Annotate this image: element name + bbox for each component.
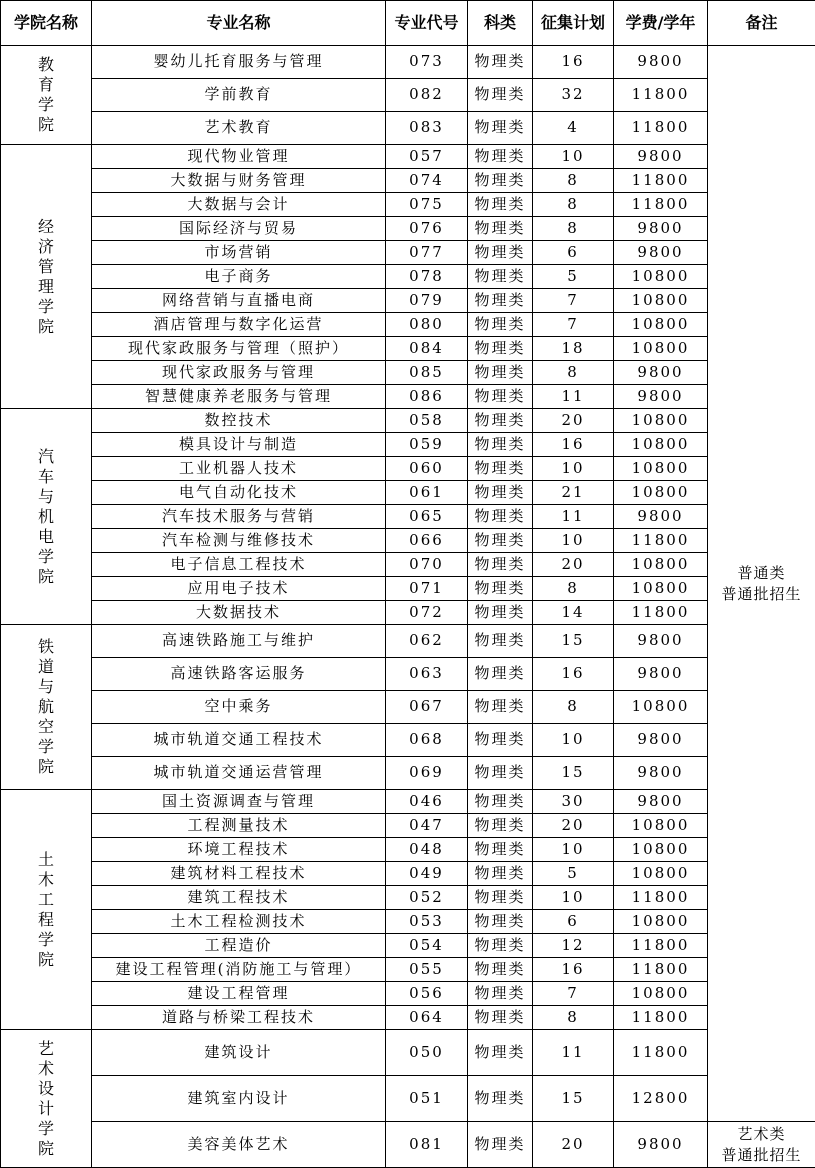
subject-category: 物理类	[468, 1030, 533, 1076]
table-row	[1, 265, 815, 289]
table-row	[1, 1122, 815, 1168]
table-row	[1, 481, 815, 505]
subject-category: 物理类	[468, 433, 533, 457]
major-code: 055	[386, 958, 468, 982]
tuition-fee: 10800	[614, 457, 708, 481]
note-general	[708, 46, 815, 1122]
enroll-plan: 7	[533, 313, 614, 337]
subject-category: 物理类	[468, 169, 533, 193]
enroll-plan: 15	[533, 625, 614, 658]
major-name: 城市轨道交通运营管理	[92, 757, 386, 790]
table-row	[1, 79, 815, 112]
major-name: 汽车技术服务与营销	[92, 505, 386, 529]
tuition-fee: 10800	[614, 481, 708, 505]
major-code: 047	[386, 814, 468, 838]
subject-category: 物理类	[468, 1006, 533, 1030]
table-row	[1, 982, 815, 1006]
subject-category: 物理类	[468, 862, 533, 886]
college-name: 汽车与机电学院	[37, 447, 55, 587]
subject-category: 物理类	[468, 934, 533, 958]
table-row	[1, 814, 815, 838]
enroll-plan: 20	[533, 409, 614, 433]
table-row	[1, 1030, 815, 1076]
major-code: 069	[386, 757, 468, 790]
table-row	[1, 46, 815, 79]
header-category: 科类	[468, 1, 533, 46]
header-major: 专业名称	[92, 1, 386, 46]
subject-category: 物理类	[468, 505, 533, 529]
college-name: 艺术设计学院	[37, 1039, 55, 1159]
major-code: 053	[386, 910, 468, 934]
enroll-plan: 11	[533, 1030, 614, 1076]
major-code: 058	[386, 409, 468, 433]
major-code: 060	[386, 457, 468, 481]
major-name: 电子商务	[92, 265, 386, 289]
tuition-fee: 10800	[614, 577, 708, 601]
major-name: 高速铁路施工与维护	[92, 625, 386, 658]
major-name: 大数据与财务管理	[92, 169, 386, 193]
table-row	[1, 505, 815, 529]
subject-category: 物理类	[468, 145, 533, 169]
major-code: 076	[386, 217, 468, 241]
major-code: 066	[386, 529, 468, 553]
note-art	[708, 1122, 815, 1168]
major-code: 059	[386, 433, 468, 457]
tuition-fee: 9800	[614, 1122, 708, 1168]
table-row	[1, 1076, 815, 1122]
subject-category: 物理类	[468, 982, 533, 1006]
major-code: 068	[386, 724, 468, 757]
tuition-fee: 10800	[614, 838, 708, 862]
enroll-plan: 14	[533, 601, 614, 625]
subject-category: 物理类	[468, 361, 533, 385]
tuition-fee: 10800	[614, 265, 708, 289]
note-art-line2: 普通批招生	[708, 1145, 815, 1166]
major-code: 065	[386, 505, 468, 529]
enroll-plan: 5	[533, 862, 614, 886]
major-code: 061	[386, 481, 468, 505]
major-code: 074	[386, 169, 468, 193]
tuition-fee: 11800	[614, 1006, 708, 1030]
note-general-line2: 普通批招生	[708, 584, 815, 605]
tuition-fee: 9800	[614, 790, 708, 814]
major-code: 056	[386, 982, 468, 1006]
tuition-fee: 11800	[614, 1030, 708, 1076]
subject-category: 物理类	[468, 313, 533, 337]
subject-category: 物理类	[468, 217, 533, 241]
major-name: 现代家政服务与管理	[92, 361, 386, 385]
enroll-plan: 8	[533, 217, 614, 241]
table-row	[1, 910, 815, 934]
enroll-plan: 4	[533, 112, 614, 145]
major-code: 078	[386, 265, 468, 289]
enroll-plan: 10	[533, 886, 614, 910]
subject-category: 物理类	[468, 241, 533, 265]
subject-category: 物理类	[468, 529, 533, 553]
tuition-fee: 12800	[614, 1076, 708, 1122]
subject-category: 物理类	[468, 1076, 533, 1122]
tuition-fee: 11800	[614, 886, 708, 910]
tuition-fee: 9800	[614, 145, 708, 169]
subject-category: 物理类	[468, 601, 533, 625]
subject-category: 物理类	[468, 457, 533, 481]
enroll-plan: 20	[533, 1122, 614, 1168]
major-code: 064	[386, 1006, 468, 1030]
subject-category: 物理类	[468, 814, 533, 838]
enroll-plan: 10	[533, 724, 614, 757]
header-plan: 征集计划	[533, 1, 614, 46]
major-name: 现代家政服务与管理（照护）	[92, 337, 386, 361]
tuition-fee: 10800	[614, 553, 708, 577]
major-name: 婴幼儿托育服务与管理	[92, 46, 386, 79]
enroll-plan: 12	[533, 934, 614, 958]
major-code: 084	[386, 337, 468, 361]
subject-category: 物理类	[468, 838, 533, 862]
enroll-plan: 18	[533, 337, 614, 361]
major-name: 建设工程管理	[92, 982, 386, 1006]
tuition-fee: 11800	[614, 934, 708, 958]
table-row	[1, 838, 815, 862]
tuition-fee: 9800	[614, 658, 708, 691]
major-code: 071	[386, 577, 468, 601]
college-name: 土木工程学院	[37, 850, 55, 970]
table-row	[1, 169, 815, 193]
major-name: 数控技术	[92, 409, 386, 433]
table-row	[1, 658, 815, 691]
tuition-fee: 10800	[614, 433, 708, 457]
major-name: 城市轨道交通工程技术	[92, 724, 386, 757]
table-row	[1, 934, 815, 958]
subject-category: 物理类	[468, 577, 533, 601]
major-code: 048	[386, 838, 468, 862]
major-name: 道路与桥梁工程技术	[92, 1006, 386, 1030]
major-name: 电子信息工程技术	[92, 553, 386, 577]
major-name: 模具设计与制造	[92, 433, 386, 457]
tuition-fee: 9800	[614, 241, 708, 265]
tuition-fee: 9800	[614, 46, 708, 79]
tuition-fee: 9800	[614, 625, 708, 658]
header-code: 专业代号	[386, 1, 468, 46]
table-row	[1, 289, 815, 313]
header-fee: 学费/学年	[614, 1, 708, 46]
major-name: 土木工程检测技术	[92, 910, 386, 934]
table-row	[1, 529, 815, 553]
enroll-plan: 15	[533, 1076, 614, 1122]
major-name: 国土资源调查与管理	[92, 790, 386, 814]
major-name: 建筑设计	[92, 1030, 386, 1076]
enroll-plan: 20	[533, 553, 614, 577]
major-name: 工业机器人技术	[92, 457, 386, 481]
subject-category: 物理类	[468, 265, 533, 289]
subject-category: 物理类	[468, 1122, 533, 1168]
tuition-fee: 11800	[614, 112, 708, 145]
tuition-fee: 10800	[614, 862, 708, 886]
tuition-fee: 10800	[614, 409, 708, 433]
note-general-line1: 普通类	[708, 563, 815, 584]
subject-category: 物理类	[468, 46, 533, 79]
subject-category: 物理类	[468, 553, 533, 577]
major-code: 072	[386, 601, 468, 625]
major-code: 081	[386, 1122, 468, 1168]
college-name-cell	[1, 1030, 92, 1168]
tuition-fee: 9800	[614, 724, 708, 757]
table-row	[1, 337, 815, 361]
major-code: 073	[386, 46, 468, 79]
subject-category: 物理类	[468, 337, 533, 361]
subject-category: 物理类	[468, 289, 533, 313]
subject-category: 物理类	[468, 910, 533, 934]
major-name: 大数据技术	[92, 601, 386, 625]
tuition-fee: 11800	[614, 529, 708, 553]
major-code: 070	[386, 553, 468, 577]
enroll-plan: 10	[533, 145, 614, 169]
enroll-plan: 16	[533, 433, 614, 457]
table-row	[1, 385, 815, 409]
tuition-fee: 10800	[614, 313, 708, 337]
tuition-fee: 9800	[614, 361, 708, 385]
subject-category: 物理类	[468, 958, 533, 982]
subject-category: 物理类	[468, 193, 533, 217]
major-code: 077	[386, 241, 468, 265]
enroll-plan: 16	[533, 658, 614, 691]
subject-category: 物理类	[468, 757, 533, 790]
college-name: 教育学院	[37, 55, 55, 135]
enroll-plan: 11	[533, 385, 614, 409]
major-code: 080	[386, 313, 468, 337]
tuition-fee: 9800	[614, 505, 708, 529]
table-row	[1, 217, 815, 241]
major-name: 酒店管理与数字化运营	[92, 313, 386, 337]
major-name: 工程造价	[92, 934, 386, 958]
tuition-fee: 11800	[614, 601, 708, 625]
subject-category: 物理类	[468, 691, 533, 724]
enroll-plan: 32	[533, 79, 614, 112]
header-note: 备注	[708, 1, 815, 46]
major-name: 工程测量技术	[92, 814, 386, 838]
college-name-cell	[1, 790, 92, 1030]
table-row	[1, 193, 815, 217]
enroll-plan: 11	[533, 505, 614, 529]
tuition-fee: 10800	[614, 691, 708, 724]
major-code: 067	[386, 691, 468, 724]
major-name: 空中乘务	[92, 691, 386, 724]
major-name: 高速铁路客运服务	[92, 658, 386, 691]
subject-category: 物理类	[468, 724, 533, 757]
tuition-fee: 10800	[614, 337, 708, 361]
college-name-cell	[1, 625, 92, 790]
enroll-plan: 10	[533, 838, 614, 862]
subject-category: 物理类	[468, 79, 533, 112]
major-name: 市场营销	[92, 241, 386, 265]
table-row	[1, 553, 815, 577]
enroll-plan: 5	[533, 265, 614, 289]
table-row	[1, 958, 815, 982]
enroll-plan: 7	[533, 289, 614, 313]
enroll-plan: 8	[533, 1006, 614, 1030]
enroll-plan: 8	[533, 169, 614, 193]
tuition-fee: 9800	[614, 217, 708, 241]
subject-category: 物理类	[468, 886, 533, 910]
table-row	[1, 862, 815, 886]
major-name: 学前教育	[92, 79, 386, 112]
note-art-line1: 艺术类	[708, 1124, 815, 1145]
tuition-fee: 9800	[614, 757, 708, 790]
major-code: 086	[386, 385, 468, 409]
enroll-plan: 8	[533, 691, 614, 724]
table-row	[1, 601, 815, 625]
table-row	[1, 433, 815, 457]
subject-category: 物理类	[468, 658, 533, 691]
major-code: 057	[386, 145, 468, 169]
major-code: 050	[386, 1030, 468, 1076]
subject-category: 物理类	[468, 409, 533, 433]
enroll-plan: 8	[533, 193, 614, 217]
table-row	[1, 790, 815, 814]
major-code: 054	[386, 934, 468, 958]
major-name: 现代物业管理	[92, 145, 386, 169]
table-row	[1, 241, 815, 265]
table-row	[1, 1006, 815, 1030]
tuition-fee: 10800	[614, 982, 708, 1006]
tuition-fee: 11800	[614, 79, 708, 112]
enroll-plan: 21	[533, 481, 614, 505]
table-row	[1, 361, 815, 385]
major-code: 082	[386, 79, 468, 112]
subject-category: 物理类	[468, 481, 533, 505]
table-row	[1, 691, 815, 724]
college-name-cell	[1, 46, 92, 145]
major-name: 环境工程技术	[92, 838, 386, 862]
major-name: 国际经济与贸易	[92, 217, 386, 241]
major-code: 075	[386, 193, 468, 217]
major-code: 063	[386, 658, 468, 691]
tuition-fee: 10800	[614, 289, 708, 313]
major-code: 085	[386, 361, 468, 385]
major-name: 美容美体艺术	[92, 1122, 386, 1168]
major-code: 049	[386, 862, 468, 886]
major-code: 051	[386, 1076, 468, 1122]
major-name: 大数据与会计	[92, 193, 386, 217]
major-name: 艺术教育	[92, 112, 386, 145]
major-name: 应用电子技术	[92, 577, 386, 601]
major-name: 建筑材料工程技术	[92, 862, 386, 886]
table-row	[1, 112, 815, 145]
enroll-plan: 10	[533, 529, 614, 553]
subject-category: 物理类	[468, 385, 533, 409]
major-code: 046	[386, 790, 468, 814]
enroll-plan: 16	[533, 46, 614, 79]
major-name: 建筑室内设计	[92, 1076, 386, 1122]
enroll-plan: 16	[533, 958, 614, 982]
enroll-plan: 20	[533, 814, 614, 838]
major-name: 智慧健康养老服务与管理	[92, 385, 386, 409]
major-name: 汽车检测与维修技术	[92, 529, 386, 553]
enroll-plan: 8	[533, 361, 614, 385]
table-row	[1, 625, 815, 658]
major-code: 052	[386, 886, 468, 910]
college-name-cell	[1, 409, 92, 625]
tuition-fee: 10800	[614, 814, 708, 838]
enroll-plan: 15	[533, 757, 614, 790]
major-code: 079	[386, 289, 468, 313]
major-name: 建设工程管理(消防施工与管理）	[92, 958, 386, 982]
college-name: 经济管理学院	[37, 217, 55, 337]
enroll-plan: 6	[533, 910, 614, 934]
major-name: 电气自动化技术	[92, 481, 386, 505]
table-row	[1, 757, 815, 790]
table-row	[1, 886, 815, 910]
tuition-fee: 10800	[614, 910, 708, 934]
tuition-fee: 11800	[614, 169, 708, 193]
subject-category: 物理类	[468, 790, 533, 814]
tuition-fee: 11800	[614, 958, 708, 982]
table-row	[1, 145, 815, 169]
header-row	[1, 1, 815, 46]
college-name-cell	[1, 145, 92, 409]
subject-category: 物理类	[468, 112, 533, 145]
header-college: 学院名称	[1, 1, 92, 46]
major-code: 083	[386, 112, 468, 145]
table-row	[1, 724, 815, 757]
tuition-fee: 11800	[614, 193, 708, 217]
tuition-fee: 9800	[614, 385, 708, 409]
major-name: 建筑工程技术	[92, 886, 386, 910]
table-row	[1, 577, 815, 601]
subject-category: 物理类	[468, 625, 533, 658]
enroll-plan: 7	[533, 982, 614, 1006]
table-row	[1, 457, 815, 481]
enroll-plan: 30	[533, 790, 614, 814]
table-row	[1, 409, 815, 433]
table-row	[1, 313, 815, 337]
enroll-plan: 10	[533, 457, 614, 481]
enroll-plan: 8	[533, 577, 614, 601]
college-name: 铁道与航空学院	[37, 637, 55, 777]
major-name: 网络营销与直播电商	[92, 289, 386, 313]
major-code: 062	[386, 625, 468, 658]
enroll-plan: 6	[533, 241, 614, 265]
